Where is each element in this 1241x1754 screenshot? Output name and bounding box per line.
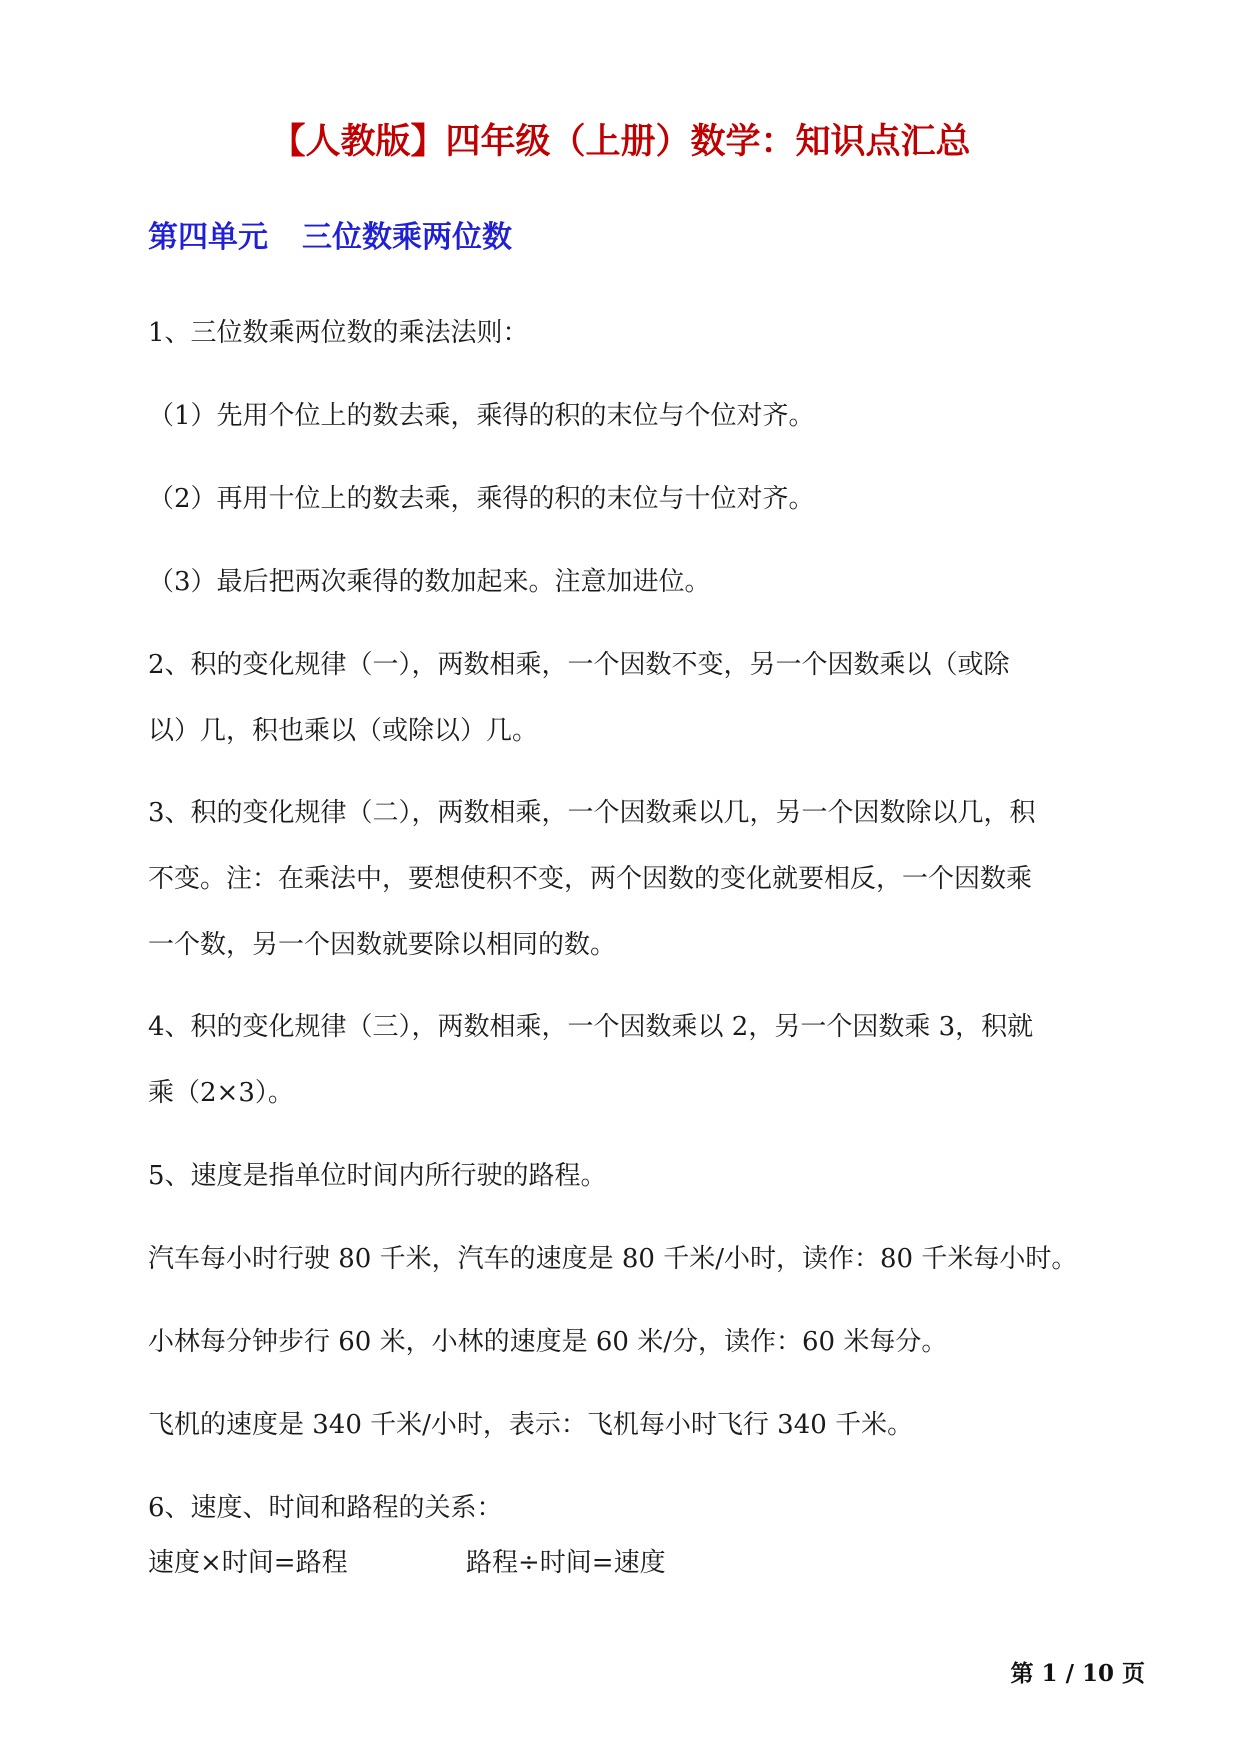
law-1-line-1: 2、积的变化规律（一），两数相乘，一个因数不变，另一个因数乘以（或除 <box>148 650 1010 680</box>
relation-heading: 6、速度、时间和路程的关系： <box>148 1493 503 1523</box>
law-2-line-1: 3、积的变化规律（二），两数相乘，一个因数乘以几，另一个因数除以几，积 <box>148 798 1036 828</box>
rule-step-2: （2）再用十位上的数去乘，乘得的积的末位与十位对齐。 <box>148 484 815 514</box>
rule-step-1: （1）先用个位上的数去乘，乘得的积的末位与个位对齐。 <box>148 401 815 431</box>
speed-example-walk: 小林每分钟步行 60 米，小林的速度是 60 米/分，读作：60 米每分。 <box>148 1327 948 1357</box>
formula-distance: 速度×时间=路程 <box>148 1548 348 1578</box>
speed-example-plane: 飞机的速度是 340 千米/小时，表示：飞机每小时飞行 340 千米。 <box>148 1410 914 1440</box>
document-title: 【人教版】四年级（上册）数学：知识点汇总 <box>270 122 971 162</box>
rule-step-3: （3）最后把两次乘得的数加起来。注意加进位。 <box>148 567 711 597</box>
law-3-line-2: 乘（2×3）。 <box>148 1078 294 1108</box>
page-number: 第 1 / 10 页 <box>1010 1660 1145 1687</box>
formula-speed: 路程÷时间=速度 <box>466 1548 666 1578</box>
speed-definition: 5、速度是指单位时间内所行驶的路程。 <box>148 1161 607 1191</box>
law-1-line-2: 以）几，积也乘以（或除以）几。 <box>148 716 539 746</box>
rule-heading-1: 1、三位数乘两位数的乘法法则： <box>148 318 529 348</box>
section-unit: 第四单元 <box>148 220 268 255</box>
speed-example-car: 汽车每小时行驶 80 千米，汽车的速度是 80 千米/小时，读作：80 千米每小时。 <box>148 1244 1078 1274</box>
law-3-line-1: 4、积的变化规律（三），两数相乘，一个因数乘以 2，另一个因数乘 3，积就 <box>148 1012 1034 1042</box>
section-heading <box>148 216 512 260</box>
formula-row <box>148 1530 666 1596</box>
section-name: 三位数乘两位数 <box>302 220 512 255</box>
law-2-line-2: 不变。注：在乘法中，要想使积不变，两个因数的变化就要相反，一个因数乘 <box>148 864 1033 894</box>
law-2-line-3: 一个数，另一个因数就要除以相同的数。 <box>148 930 617 960</box>
